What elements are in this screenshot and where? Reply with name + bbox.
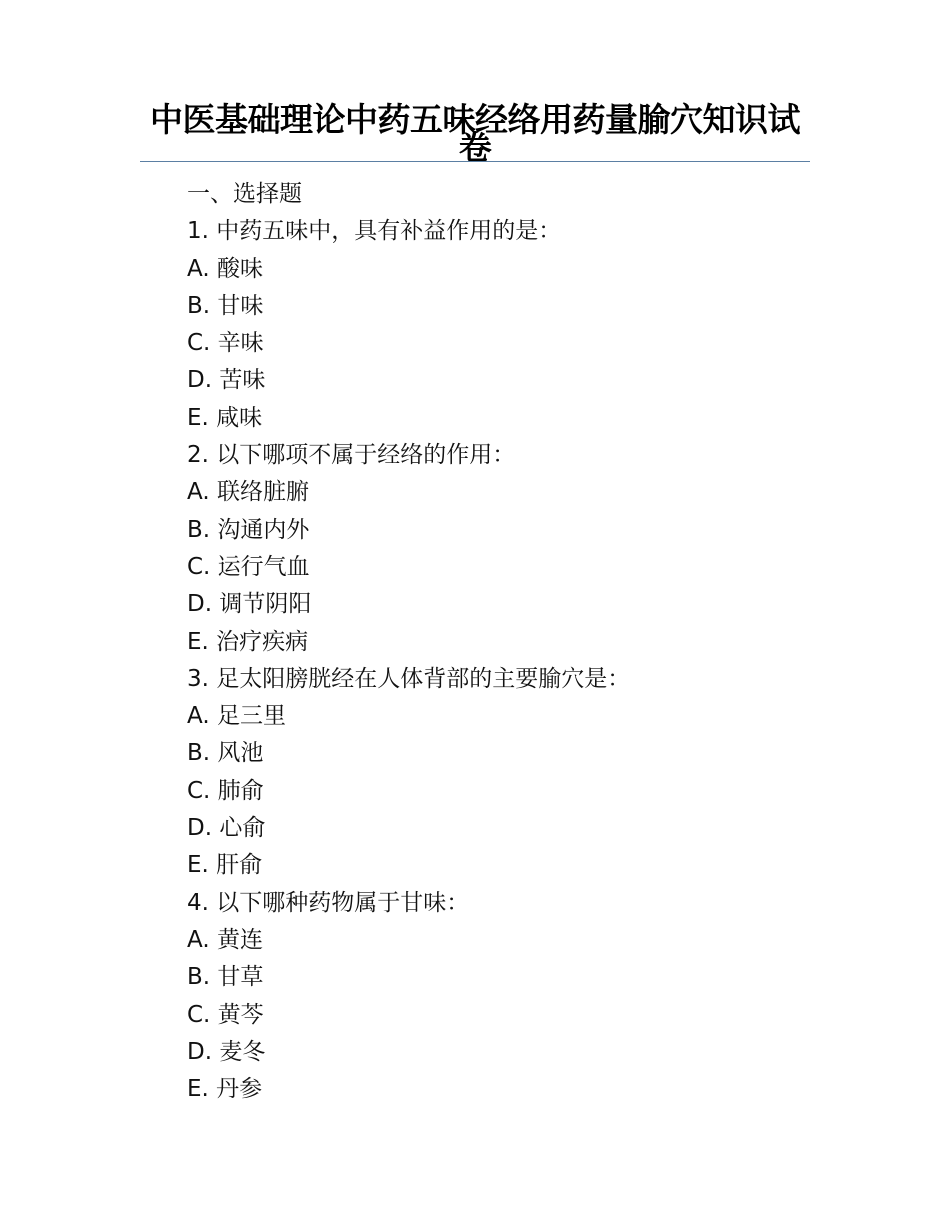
option-d: D. 调节阴阳: [187, 591, 312, 618]
option-e: E. 丹参: [187, 1076, 263, 1103]
question-1: [187, 213, 807, 437]
option-e: E. 肝俞: [187, 852, 263, 879]
question-4: [187, 885, 807, 1109]
option-c: C. 黄芩: [187, 1001, 264, 1028]
option-d: D. 心俞: [187, 815, 266, 842]
option-c: C. 运行气血: [187, 553, 310, 580]
question-2: [187, 437, 807, 661]
title-underline: [140, 161, 810, 162]
option-b: B. 甘味: [187, 292, 264, 319]
option-c: C. 辛味: [187, 330, 264, 357]
document-title: 中医基础理论中药五味经络用药量腧穴知识试卷: [150, 100, 800, 167]
question-3: [187, 661, 807, 885]
option-b: B. 风池: [187, 740, 264, 767]
option-c: C. 肺俞: [187, 777, 264, 804]
question-stem: 1. 中药五味中，具有补益作用的是：: [187, 218, 562, 245]
option-a: A. 足三里: [187, 703, 286, 730]
option-b: B. 沟通内外: [187, 516, 310, 543]
question-stem: 2. 以下哪项不属于经络的作用：: [187, 442, 516, 469]
document-body: [187, 176, 807, 1108]
option-a: A. 联络脏腑: [187, 479, 309, 506]
section-heading: 一、选择题: [187, 181, 302, 207]
option-d: D. 麦冬: [187, 1038, 266, 1065]
option-e: E. 治疗疾病: [187, 628, 309, 655]
question-stem: 3. 足太阳膀胱经在人体背部的主要腧穴是：: [187, 665, 631, 692]
option-d: D. 苦味: [187, 367, 266, 394]
question-stem: 4. 以下哪种药物属于甘味：: [187, 889, 470, 916]
option-a: A. 酸味: [187, 255, 263, 282]
option-a: A. 黄连: [187, 926, 263, 953]
option-e: E. 咸味: [187, 404, 263, 431]
option-b: B. 甘草: [187, 964, 264, 991]
